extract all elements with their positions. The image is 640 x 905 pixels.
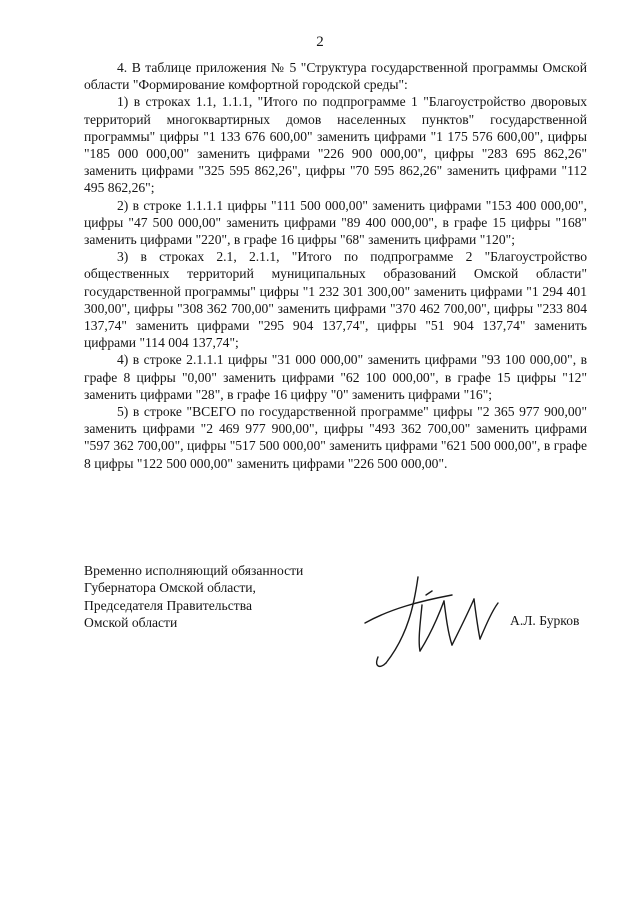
- paragraph-intro: 4. В таблице приложения № 5 "Структура государственной программы Омской области "Формирование комфортной городской среды":: [84, 60, 587, 93]
- page-number: 2: [316, 34, 324, 50]
- signatory-title-line: Губернатора Омской области,: [84, 580, 256, 596]
- signatory-title-line: Временно исполняющий обязанности: [84, 563, 304, 578]
- paragraph-item-4: 4) в строке 2.1.1.1 цифры "31 000 000,00" заменить цифрами "93 100 000,00", в графе 8 цифры "0,00" заменить цифрами "62 100 000,00", в графе 15 цифры "12" заменить цифрами "28", в графе 16 цифру "0" заменить цифрами "16";: [84, 352, 587, 402]
- handwritten-signature: [360, 565, 510, 675]
- document-body: [84, 59, 587, 472]
- paragraph-item-1: 1) в строках 1.1, 1.1.1, "Итого по подпрограмме 1 "Благоустройство дворовых территорий многоквартирных домов населенных пунктов" государственной программы" цифры "1 133 676 600,00" заменить цифрами "1 175 576 600,00", цифры "185 000 000,00" заменить цифрами "226 900 000,00", цифры "283 695 862,26" заменить цифрами "325 595 862,26", цифры "70 595 862,26" заменить цифрами "112 495 862,26";: [84, 94, 587, 196]
- signatory-title-line: Омской области: [84, 615, 178, 631]
- signatory-title-line: Председателя Правительства: [84, 597, 252, 613]
- paragraph-item-2: 2) в строке 1.1.1.1 цифры "111 500 000,00" заменить цифрами "153 400 000,00", цифры "47 500 000,00" заменить цифрами "89 400 000,00", в графе 15 цифры "168" заменить цифрами "220", в графе 16 цифры "68" заменить цифрами "120";: [84, 197, 587, 248]
- signatory-title: [84, 562, 303, 632]
- signatory-name: А.Л. Бурков: [510, 613, 580, 628]
- paragraph-item-5: 5) в строке "ВСЕГО по государственной программе" цифры "2 365 977 900,00" заменить цифрами "2 469 977 900,00", цифры "493 362 700,00" заменить цифрами "597 362 700,00", цифры "517 500 000,00" заменить цифрами "621 500 000,00", в графе 8 цифры "122 500 000,00" заменить цифрами "226 500 000,00".: [84, 404, 587, 471]
- paragraph-item-3: 3) в строках 2.1, 2.1.1, "Итого по подпрограмме 2 "Благоустройство общественных территорий муниципальных образований Омской области" государственной программы" цифры "1 232 301 300,00" заменить цифрами "1 294 401 300,00", цифры "308 362 700,00" заменить цифрами "370 462 700,00", цифры "233 804 137,74" заменить цифрами "295 904 137,74", цифры "51 904 137,74" заменить цифрами "114 004 137,74";: [84, 249, 587, 351]
